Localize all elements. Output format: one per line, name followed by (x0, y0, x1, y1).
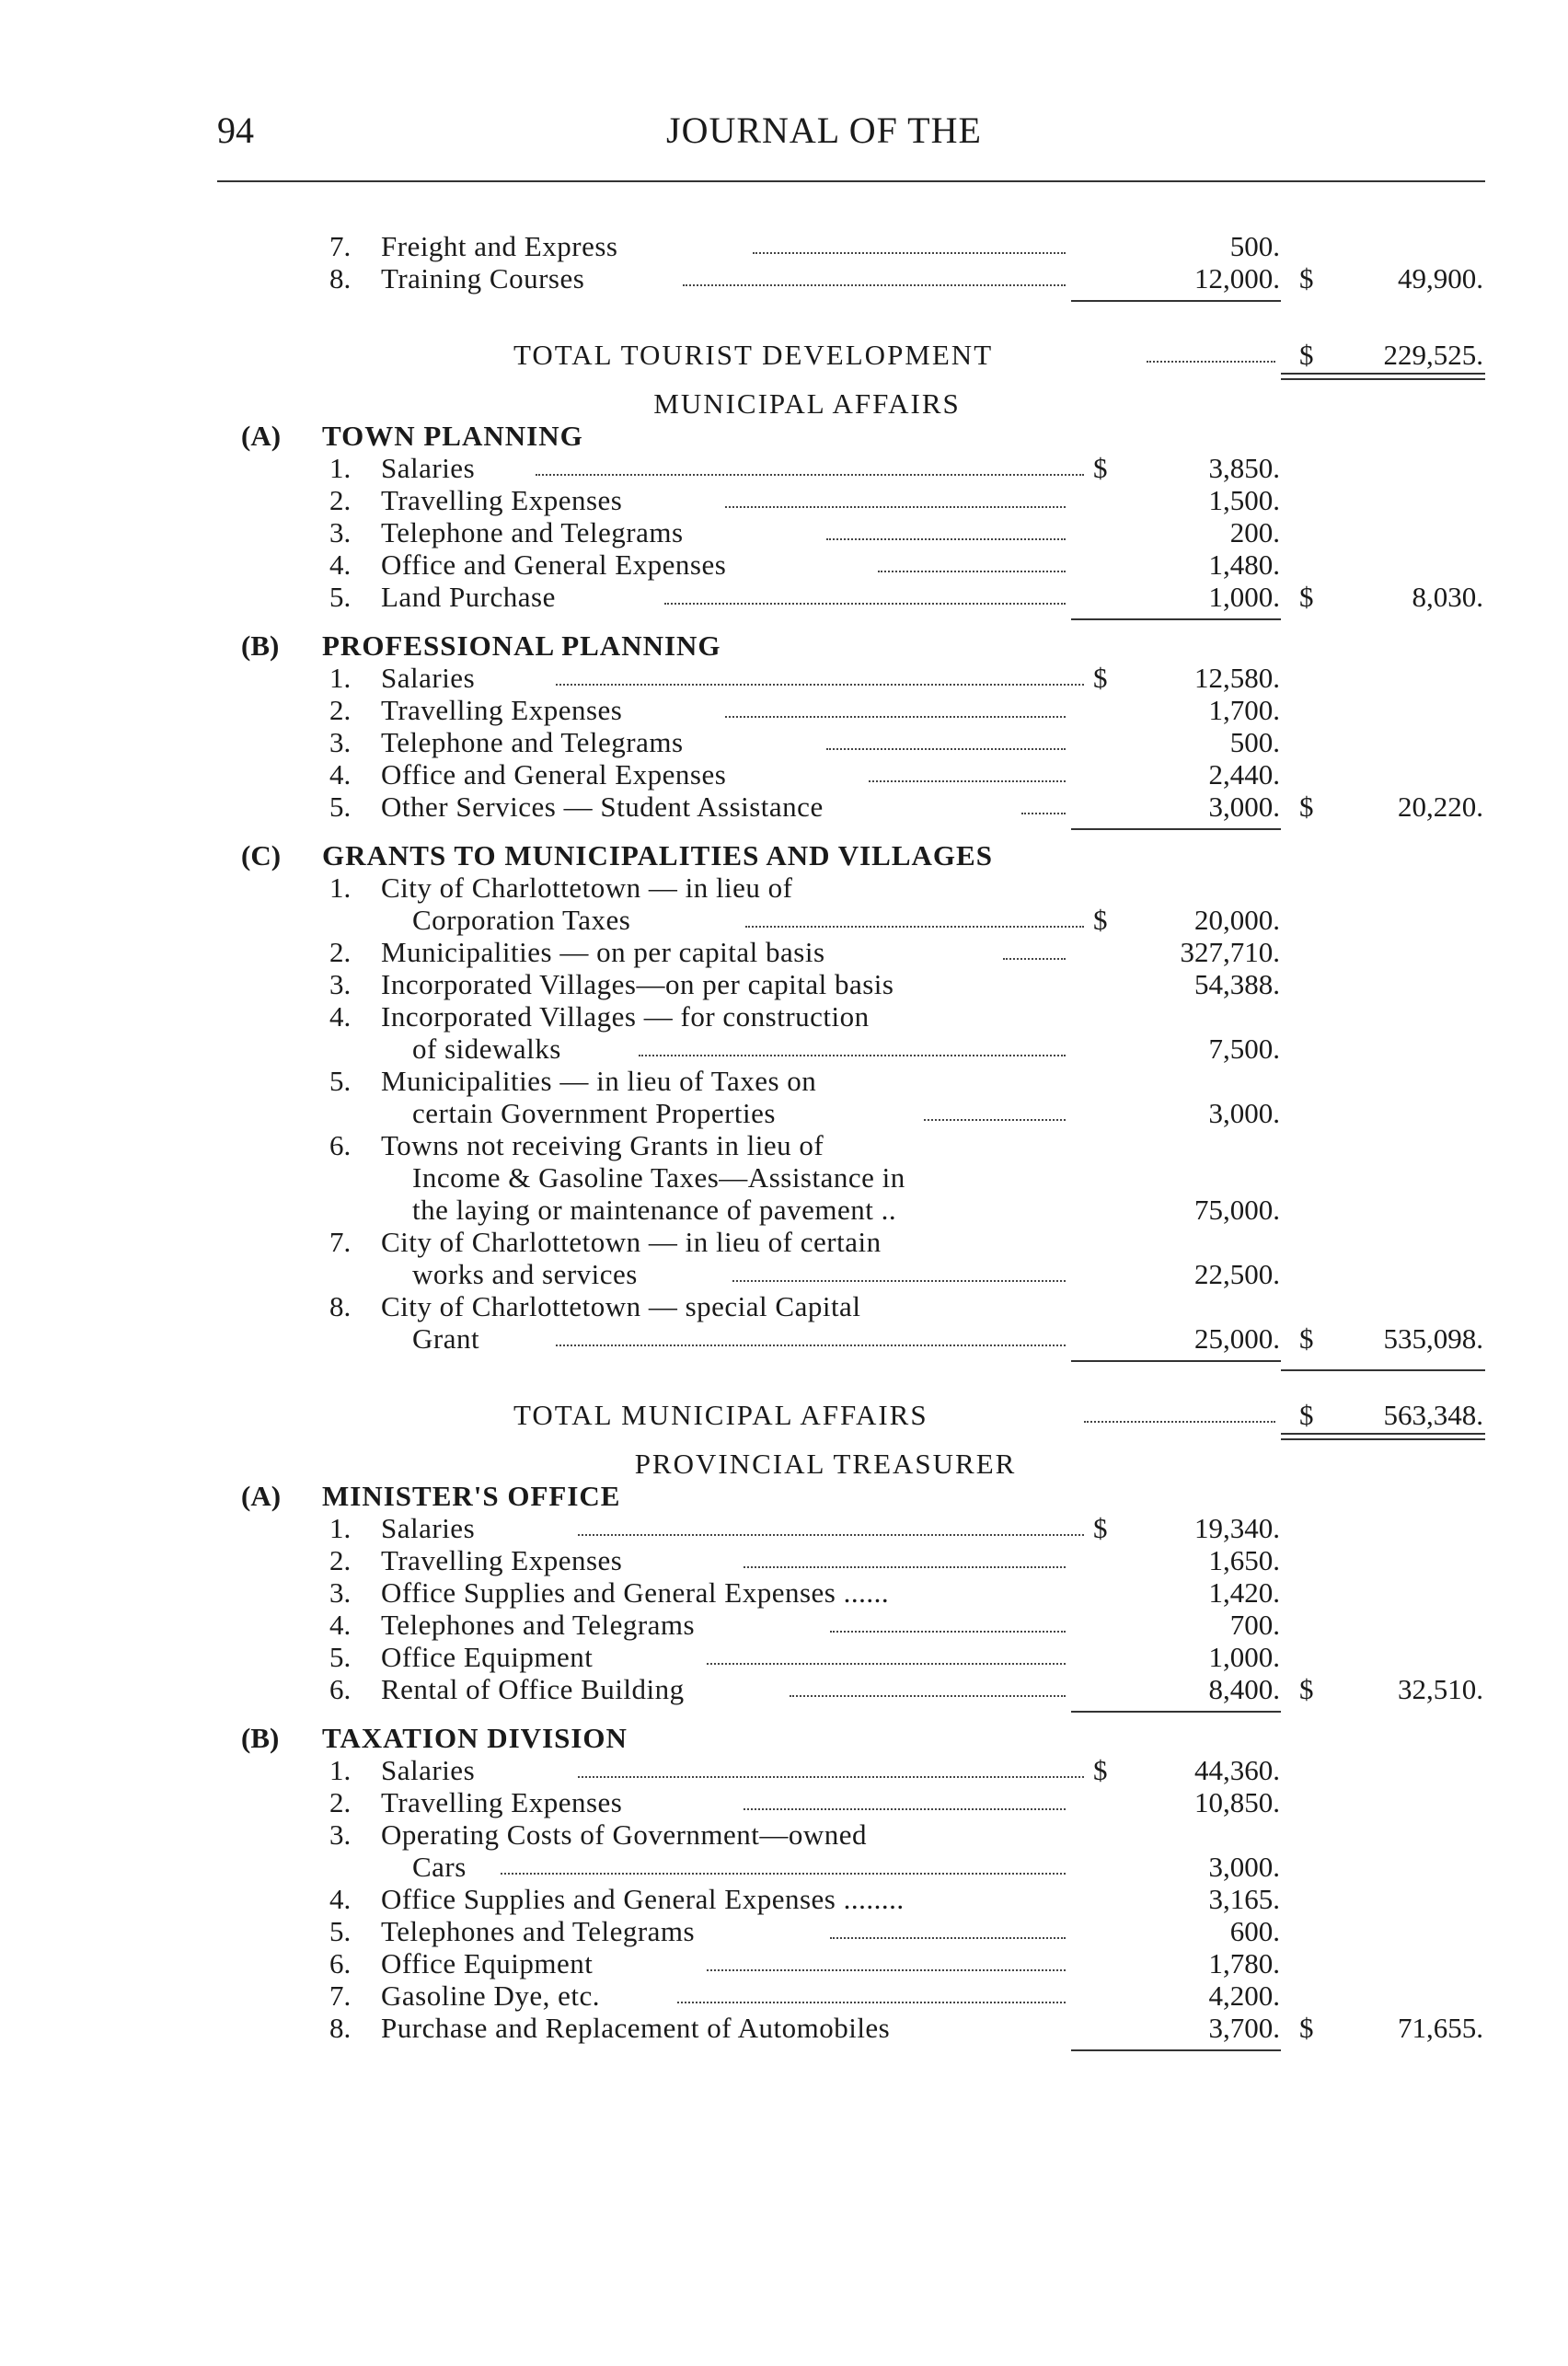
dot-leader (1021, 813, 1066, 814)
list-item-cont: Income & Gasoline Taxes—Assistance in (412, 1161, 905, 1194)
dot-leader (732, 1280, 1066, 1282)
list-item: 1. Salaries $ 19,340. (329, 1512, 1280, 1544)
dot-leader (753, 252, 1066, 254)
estimates-table (0, 230, 1568, 2060)
subtotal-rule (1071, 300, 1281, 302)
department-heading: PROVINCIAL TREASURER (634, 1448, 1017, 1480)
page-number: 94 (217, 110, 254, 151)
dot-leader (677, 2002, 1066, 2003)
list-item: 6. Office Equipment 1,780. (329, 1947, 1280, 1979)
list-item-cont: Grant 25,000. $ 535,098. (412, 1322, 1483, 1355)
subtotal-rule (1071, 1360, 1281, 1362)
dot-leader (639, 1055, 1066, 1056)
list-item: 5. Land Purchase 1,000. $ 8,030. (329, 581, 1483, 613)
dot-leader (707, 1969, 1066, 1971)
header-rule (217, 180, 1485, 182)
dot-leader (1147, 361, 1275, 363)
dot-leader (725, 716, 1066, 718)
list-item: 2. Travelling Expenses 10,850. (329, 1786, 1280, 1818)
list-item: 1. Salaries $ 44,360. (329, 1754, 1280, 1786)
list-item: 8. City of Charlottetown — special Capital (329, 1290, 861, 1322)
list-item: 3. Telephone and Telegrams 200. (329, 516, 1280, 548)
department-heading: MUNICIPAL AFFAIRS (653, 387, 961, 420)
list-item-cont: Cars 3,000. (412, 1851, 1280, 1883)
subtotal-rule (1071, 618, 1281, 620)
list-item: 2. Municipalities — on per capital basis 327,710. (329, 936, 1280, 968)
list-item-cont: the laying or maintenance of pavement .. 75,000. (412, 1194, 1280, 1226)
list-item: 2. Travelling Expenses 1,700. (329, 694, 1280, 726)
total-rule (1281, 1433, 1485, 1440)
page-header (0, 109, 1568, 155)
dot-leader (556, 684, 1084, 686)
list-item: 5. Office Equipment 1,000. (329, 1641, 1280, 1673)
list-item: 7. Gasoline Dye, etc. 4,200. (329, 1979, 1280, 2012)
total-rule (1281, 373, 1485, 380)
dot-leader (869, 780, 1066, 782)
total-line: TOTAL TOURIST DEVELOPMENT $ 229,525. (513, 339, 1483, 371)
section-heading: (C) GRANTS TO MUNICIPALITIES AND VILLAGES (241, 839, 993, 871)
list-item: 8. Purchase and Replacement of Automobiles 3,700. $ 71,655. (329, 2012, 1483, 2044)
section-heading: (A) MINISTER'S OFFICE (241, 1480, 621, 1512)
dot-leader (790, 1695, 1066, 1697)
list-item: 3. Office Supplies and General Expenses ...... 1,420. (329, 1576, 1280, 1609)
list-item: 3. Incorporated Villages—on per capital basis 54,388. (329, 968, 1280, 1000)
dot-leader (556, 1345, 1066, 1346)
list-item: 1. City of Charlottetown — in lieu of (329, 871, 793, 904)
list-item-cont: certain Government Properties 3,000. (412, 1097, 1280, 1129)
list-item: 4. Office Supplies and General Expenses ........ 3,165. (329, 1883, 1280, 1915)
list-item: 8. Training Courses 12,000. $ 49,900. (329, 262, 1483, 294)
list-item: 1. Salaries $ 3,850. (329, 452, 1280, 484)
list-item: 3. Operating Costs of Government—owned (329, 1818, 868, 1851)
list-item: 7. Freight and Express 500. (329, 230, 1280, 262)
dot-leader (744, 1566, 1066, 1568)
dot-leader (725, 506, 1066, 508)
dot-leader (664, 603, 1066, 605)
dot-leader (924, 1119, 1066, 1121)
dot-leader (826, 748, 1066, 750)
dot-leader (1003, 958, 1066, 960)
dot-leader (826, 538, 1066, 540)
dot-leader (1084, 1421, 1275, 1423)
list-item: 2. Travelling Expenses 1,650. (329, 1544, 1280, 1576)
list-item-cont: Corporation Taxes $ 20,000. (412, 904, 1280, 936)
list-item: 5. Telephones and Telegrams 600. (329, 1915, 1280, 1947)
section-heading: (B) TAXATION DIVISION (241, 1722, 628, 1754)
subtotal-rule (1071, 1711, 1281, 1713)
dot-leader (578, 1776, 1084, 1778)
subtotal-rule (1071, 2049, 1281, 2051)
list-item: 3. Telephone and Telegrams 500. (329, 726, 1280, 758)
list-item: 1. Salaries $ 12,580. (329, 662, 1280, 694)
dot-leader (683, 284, 1066, 286)
dot-leader (744, 1808, 1066, 1810)
list-item: 4. Office and General Expenses 2,440. (329, 758, 1280, 791)
list-item: 6. Rental of Office Building 8,400. $ 32,510. (329, 1673, 1483, 1705)
list-item: 6. Towns not receiving Grants in lieu of (329, 1129, 824, 1161)
list-item: 4. Incorporated Villages — for construction (329, 1000, 870, 1033)
dot-leader (707, 1663, 1066, 1665)
section-heading: (A) TOWN PLANNING (241, 420, 583, 452)
total-line: TOTAL MUNICIPAL AFFAIRS $ 563,348. (513, 1399, 1483, 1431)
dot-leader (830, 1631, 1066, 1633)
list-item: 4. Office and General Expenses 1,480. (329, 548, 1280, 581)
running-title: JOURNAL OF THE (666, 110, 982, 151)
list-item: 2. Travelling Expenses 1,500. (329, 484, 1280, 516)
list-item: 5. Other Services — Student Assistance 3,000. $ 20,220. (329, 791, 1483, 823)
subtotal-rule (1071, 828, 1281, 830)
list-item: 5. Municipalities — in lieu of Taxes on (329, 1065, 817, 1097)
dot-leader (878, 571, 1066, 572)
list-item: 4. Telephones and Telegrams 700. (329, 1609, 1280, 1641)
list-item-cont: of sidewalks 7,500. (412, 1033, 1280, 1065)
list-item-cont: works and services 22,500. (412, 1258, 1280, 1290)
dot-leader (501, 1873, 1066, 1875)
section-heading: (B) PROFESSIONAL PLANNING (241, 629, 721, 662)
dot-leader (745, 926, 1084, 928)
dot-leader (578, 1534, 1084, 1536)
dot-leader (536, 474, 1084, 476)
list-item: 7. City of Charlottetown — in lieu of certain (329, 1226, 882, 1258)
dot-leader (830, 1937, 1066, 1939)
